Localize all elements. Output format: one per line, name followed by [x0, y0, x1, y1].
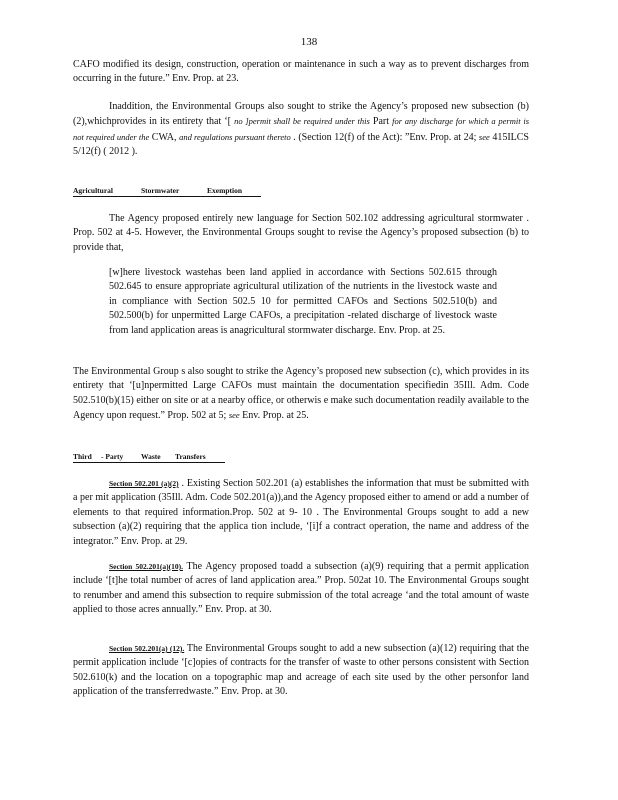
paragraph-agricultural-stormwater: The Agency proposed entirely new language for Section 502.102 addressing agricultural stormwater . Prop. 502 at 4-5. However, the Environmental Groups sought to revise the Agency’s proposed subsection (b) to provide that, — [73, 213, 529, 253]
heading2-word-4: Transfers — [175, 452, 206, 461]
heading2-underline — [73, 462, 225, 463]
p2-italic-3: and regulations pursuant thereto — [179, 131, 291, 142]
heading1-underline — [73, 196, 261, 197]
p2-text-a: Inaddition, the Environmental Groups also sought to strike the Agency’s proposed new subsection (b)(2),whichprovides in its entirety that ‘[ — [73, 101, 529, 128]
p2-text-c: CWA, — [149, 131, 180, 143]
paragraph-section-502-201-a2 — [73, 477, 529, 549]
heading2-word-3: Waste — [141, 452, 161, 461]
p2-text-d: . (Section 12(f) of the Act): ”Env. Prop. at 24; — [290, 131, 479, 143]
paragraph-cafo-continuation: CAFO modified its design, construction, operation or maintenance in such a way as to prevent discharges from occurring in the future.” Env. Prop. at 23. — [73, 59, 529, 85]
p5-section-head: Section 502.201 (a)(2) — [109, 479, 179, 488]
p2-italic-1: no ]permit shall be required under this — [234, 116, 370, 127]
heading1-word-2: Stormwater — [141, 186, 180, 195]
page-number: 138 — [300, 36, 318, 48]
heading1-word-3: Exemption — [207, 186, 243, 195]
p4-text-a: The Environmental Group s also sought to strike the Agency’s proposed new subsection (c), which provides in its entirety that ‘[u]npermitted Large CAFOs must maintain the documentation specifiedin 35Ill. Adm. Code 502.510(b)(15) either on site or at a nearby office, or otherwis e make such documentation readily available to the Agency upon request.” Prop. 502 at 5; — [73, 366, 529, 422]
p2-italic-4: see — [478, 131, 490, 142]
heading2-word-2: - Party — [101, 452, 124, 461]
paragraph-section-502-201-a12 — [73, 642, 529, 700]
paragraph-section-502-201-a10 — [73, 560, 529, 618]
heading1-word-1: Agricultural — [73, 186, 113, 195]
p2-text-b: Part — [369, 116, 393, 128]
p2-text-e: 415ILCS 5/12(f) ( 2012 ). — [73, 131, 529, 158]
p4-italic: see — [228, 410, 240, 421]
heading-agricultural-stormwater — [73, 186, 242, 195]
p4-text-b: Env. Prop. at 25. — [239, 410, 309, 422]
paragraph-subsection-b2 — [73, 100, 529, 160]
p5-text: . Existing Section 502.201 (a) establishes the information that must be submitted with a per mit application (35Ill. Adm. Code 502.201(a)),and the Agency proposed either to amend or add a number of elements to that required information.Prop. 502 at 9- 10 . The Environmental Groups sought to add a new subsection (a)(2) requiring that the applica tion include, ‘[i]f a contract operation, the name and address of the integrator.” Env. Prop. at 29. — [73, 478, 529, 547]
heading-third-party-waste-transfers — [73, 452, 206, 461]
heading2-word-1: Third — [73, 452, 92, 461]
p6-section-head: Section 502.201(a)(10). — [109, 562, 183, 571]
p7-text: The Environmental Groups sought to add a new subsection (a)(12) requiring that the permit application include ‘[c]opies of contracts for the transfer of waste to other persons consistent with Section 502.610(k) and the location on a topographic map and acreage of each site used by the other personfor land application of the transferredwaste.” Env. Prop. at 30. — [73, 643, 529, 698]
p2-italic-2: for any discharge for which a permit is not required under the — [73, 116, 529, 142]
paragraph-subsection-c — [73, 365, 529, 424]
block-quote-livestock-waste: [w]here livestock wastehas been land applied in accordance with Sections 502.615 through 502.645 to ensure appropriate agricultural utilization of the nutrients in the livestock waste and in compliance with Section 502.5 10 for permitted CAFOs and Sections 502.510(b) and 502.500(b) for unpermitted Large CAFOs, a precipitation -related discharge of livestock waste from land application areas is anagricultural stormwater discharge. Env. Prop. at 25. — [109, 267, 497, 336]
p7-section-head: Section 502.201(a) (12). — [109, 644, 185, 653]
p6-text: The Agency proposed toadd a subsection (a)(9) requiring that a permit application include ‘[t]he total number of acres of land application area.” Prop. 502at 10. The Environmental Groups sought to renumber and amend this subsection to require submission of the total acreage ‘and the total amount of waste applied to those acres annually.” Env. Prop. at 30. — [73, 561, 529, 616]
